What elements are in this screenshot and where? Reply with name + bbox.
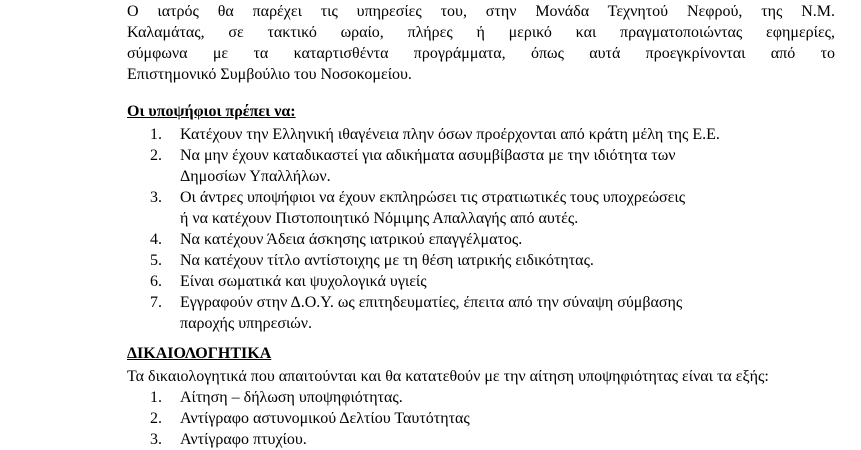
list-item	[127, 429, 847, 450]
list-item-number: 1.	[150, 126, 162, 143]
list-item-number: 2.	[150, 410, 162, 427]
list-item-number: 2.	[150, 147, 162, 164]
intro-paragraph	[127, 1, 835, 85]
list-item	[127, 124, 847, 145]
list-item-text: Δημοσίων Υπαλλήλων.	[180, 168, 331, 185]
list-item-text: Αντίγραφο πτυχίου.	[180, 431, 307, 448]
documents-intro: Τα δικαιολογητικά που απαιτούνται και θα κατατεθούν με την αίτηση υποψηφιότητας είναι τα εξής:	[127, 368, 769, 385]
list-item	[127, 187, 847, 229]
list-item-text: Οι άντρες υποψήφιοι να έχουν εκπληρώσει τις στρατιωτικές τους υποχρεώσεις	[180, 189, 686, 206]
list-item-number: 7.	[150, 294, 162, 311]
list-item-number: 3.	[150, 431, 162, 448]
requirements-list	[127, 124, 847, 334]
list-item	[127, 387, 847, 408]
requirements-heading: Οι υποψήφιοι πρέπει να:	[127, 103, 296, 120]
list-item-number: 5.	[150, 252, 162, 269]
intro-line: Καλαμάτας, σε τακτικό ωραίο, πλήρες ή μερικό και πραγματοποιώντας εφημερίες,	[127, 24, 835, 41]
list-item-text: παροχής υπηρεσιών.	[180, 315, 313, 332]
intro-line: Επιστημονικό Συμβούλιο του Νοσοκομείου.	[127, 66, 412, 83]
list-item-text: Εγγραφούν στην Δ.Ο.Υ. ως επιτηδευματίες, έπειτα από την σύναψη σύμβασης	[180, 294, 683, 311]
documents-list	[127, 387, 847, 450]
list-item	[127, 250, 847, 271]
list-item	[127, 145, 847, 187]
list-item-text: Να μην έχουν καταδικαστεί για αδικήματα ασυμβίβαστα με την ιδιότητα των	[180, 147, 676, 164]
list-item-text: Αίτηση – δήλωση υποψηφιότητας.	[180, 389, 403, 406]
list-item-text: Είναι σωματικά και ψυχολογικά υγιείς	[180, 273, 427, 290]
list-item-number: 4.	[150, 231, 162, 248]
list-item	[127, 408, 847, 429]
intro-line: σύμφωνα με τα καταρτισθέντα προγράμματα, όπως αυτά προεγκρίνονται από το	[127, 45, 835, 62]
documents-heading: ΔΙΚΑΙΟΛΟΓΗΤΙΚΑ	[127, 345, 272, 362]
list-item-text: ή να κατέχουν Πιστοποιητικό Νόμιμης Απαλλαγής από αυτές.	[180, 210, 579, 227]
list-item-text: Κατέχουν την Ελληνική ιθαγένεια πλην όσων προέρχονται από κράτη μέλη της Ε.Ε.	[180, 126, 720, 143]
list-item-number: 3.	[150, 189, 162, 206]
intro-line: Ο ιατρός θα παρέχει τις υπηρεσίες του, στην Μονάδα Τεχνητού Νεφρού, της Ν.Μ.	[127, 3, 835, 20]
list-item-text: Αντίγραφο αστυνομικού Δελτίου Ταυτότητας	[180, 410, 470, 427]
list-item	[127, 229, 847, 250]
list-item	[127, 271, 847, 292]
list-item-text: Να κατέχουν Άδεια άσκησης ιατρικού επαγγέλματος.	[180, 231, 523, 248]
list-item-number: 6.	[150, 273, 162, 290]
list-item-number: 1.	[150, 389, 162, 406]
list-item	[127, 292, 847, 334]
list-item-text: Να κατέχουν τίτλο αντίστοιχης με τη θέση ιατρικής ειδικότητας.	[180, 252, 594, 269]
